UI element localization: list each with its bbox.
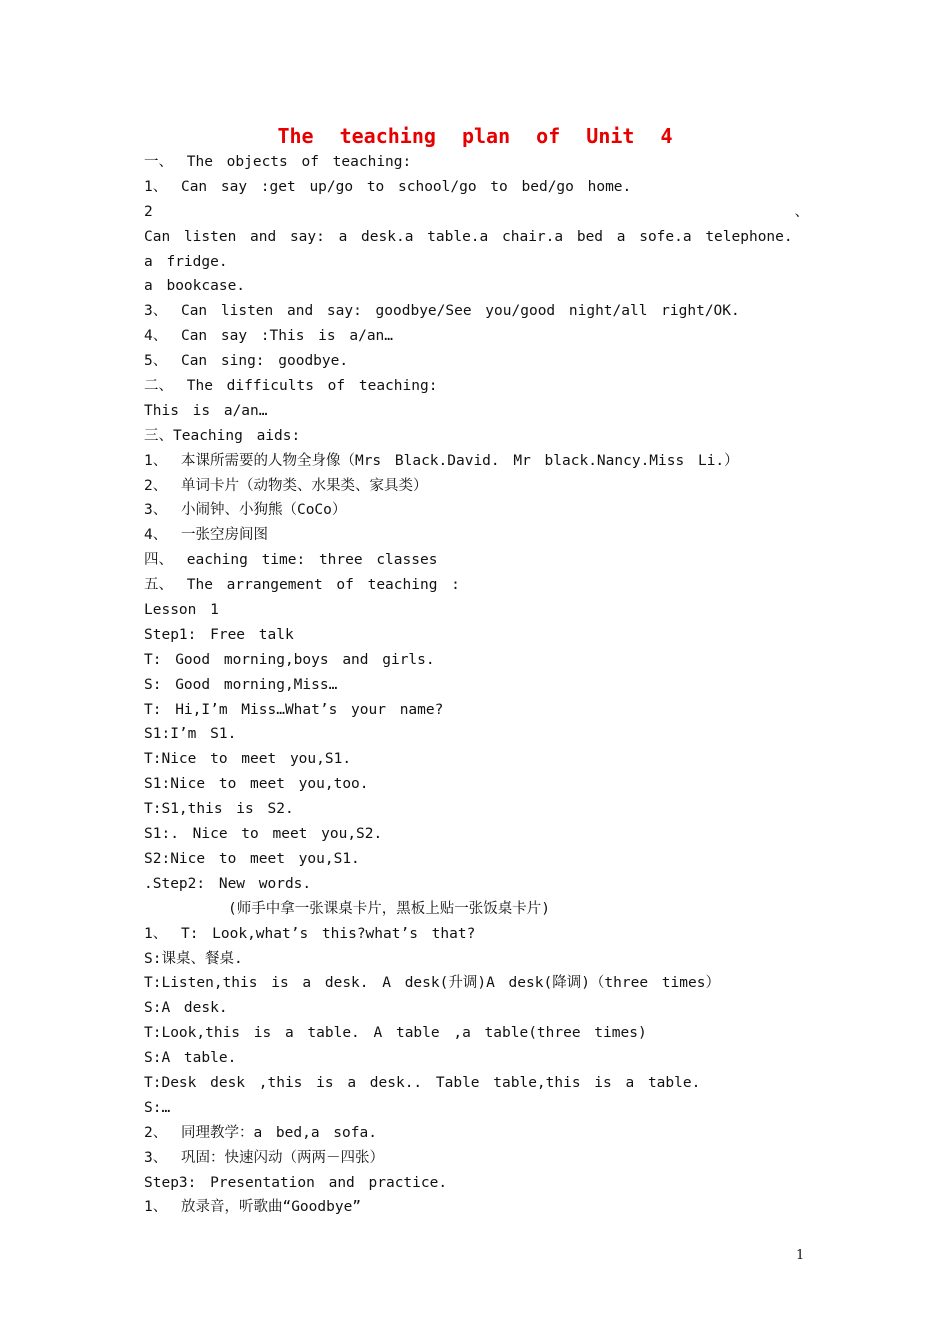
objective-1: 1、 Can say :get up/go to school/go to bed/go home.	[144, 178, 632, 195]
aid-4: 4、 一张空房间图	[144, 527, 268, 544]
aid-1: 1、 本课所需要的人物全身像（Mrs Black.David. Mr black.Nancy.Miss Li.）	[144, 452, 739, 469]
aid-2: 2、 单词卡片（动物类、水果类、家具类）	[144, 477, 428, 494]
step-3-heading: Step3: Presentation and practice.	[144, 1174, 448, 1191]
difficult-item: This is a/an…	[144, 402, 268, 419]
step-2-item-3: 3、 巩固：快速闪动（两两－四张）	[144, 1149, 384, 1166]
lesson-heading: Lesson 1	[144, 602, 219, 619]
step-1-heading: Step1: Free talk	[144, 626, 294, 643]
section-time-heading: 四、 eaching time: three classes	[144, 552, 438, 569]
section-aids-heading: 三、Teaching aids:	[144, 427, 301, 444]
step-2-item-2: 2、 同理教学：a bed,a sofa.	[144, 1124, 377, 1141]
step-3-item-1: 1、 放录音，听歌曲“Goodbye”	[144, 1199, 362, 1216]
dialogue-line: 1、 T: Look,what’s this?what’s that?	[144, 925, 476, 942]
dialogue-line: T: Hi,I’m Miss…What’s your name?	[144, 701, 444, 718]
section-difficults-heading: 二、 The difficults of teaching:	[144, 378, 438, 395]
objective-4: 4、 Can say :This is a/an…	[144, 328, 394, 345]
aid-3: 3、 小闹钟、小狗熊（CoCo）	[144, 502, 347, 519]
dialogue-line: S:A table.	[144, 1050, 237, 1067]
dialogue-line: T: Good morning,boys and girls.	[144, 651, 435, 668]
document-body	[144, 150, 809, 1220]
dialogue-line: S:课桌、餐桌.	[144, 950, 243, 967]
section-objects-heading: 一、 The objects of teaching:	[144, 154, 412, 170]
objective-2-label: 2	[144, 203, 153, 220]
dialogue-line: T:Desk desk ,this is a desk.. Table table,this is a table.	[144, 1074, 701, 1091]
objective-5: 5、 Can sing: goodbye.	[144, 353, 349, 370]
objective-2-mark: 、	[794, 203, 809, 220]
dialogue-line: S: Good morning,Miss…	[144, 676, 338, 693]
teacher-note: (师手中拿一张课桌卡片，黑板上贴一张饭桌卡片)	[228, 900, 550, 917]
objective-2-text: Can listen and say: a desk.a table.a chair.a bed a sofe.a telephone.	[144, 228, 793, 245]
dialogue-line: T:S1,this is S2.	[144, 801, 294, 818]
dialogue-line: T:Listen,this is a desk. A desk(升调)A desk(降调)（three times）	[144, 975, 720, 992]
dialogue-line: S1:I’m S1.	[144, 726, 237, 743]
objective-2-fridge: a fridge.	[144, 253, 228, 270]
objective-2-bookcase: a bookcase.	[144, 278, 246, 295]
dialogue-line: T:Nice to meet you,S1.	[144, 751, 352, 768]
dialogue-line: S1:. Nice to meet you,S2.	[144, 826, 383, 843]
document-title: The teaching plan of Unit 4	[277, 124, 673, 148]
dialogue-line: S1:Nice to meet you,too.	[144, 776, 369, 793]
dialogue-line: S2:Nice to meet you,S1.	[144, 850, 360, 867]
objective-2-number	[144, 200, 809, 225]
dialogue-line: S:A desk.	[144, 1000, 228, 1017]
page-number: 1	[796, 1248, 805, 1263]
section-arrangement-heading: 五、 The arrangement of teaching :	[144, 577, 460, 594]
dialogue-line: S:…	[144, 1099, 171, 1116]
step-2-heading: .Step2: New words.	[144, 875, 312, 892]
objective-3: 3、 Can listen and say: goodbye/See you/good night/all right/OK.	[144, 303, 740, 320]
dialogue-line: T:Look,this is a table. A table ,a table(three times)	[144, 1025, 647, 1042]
